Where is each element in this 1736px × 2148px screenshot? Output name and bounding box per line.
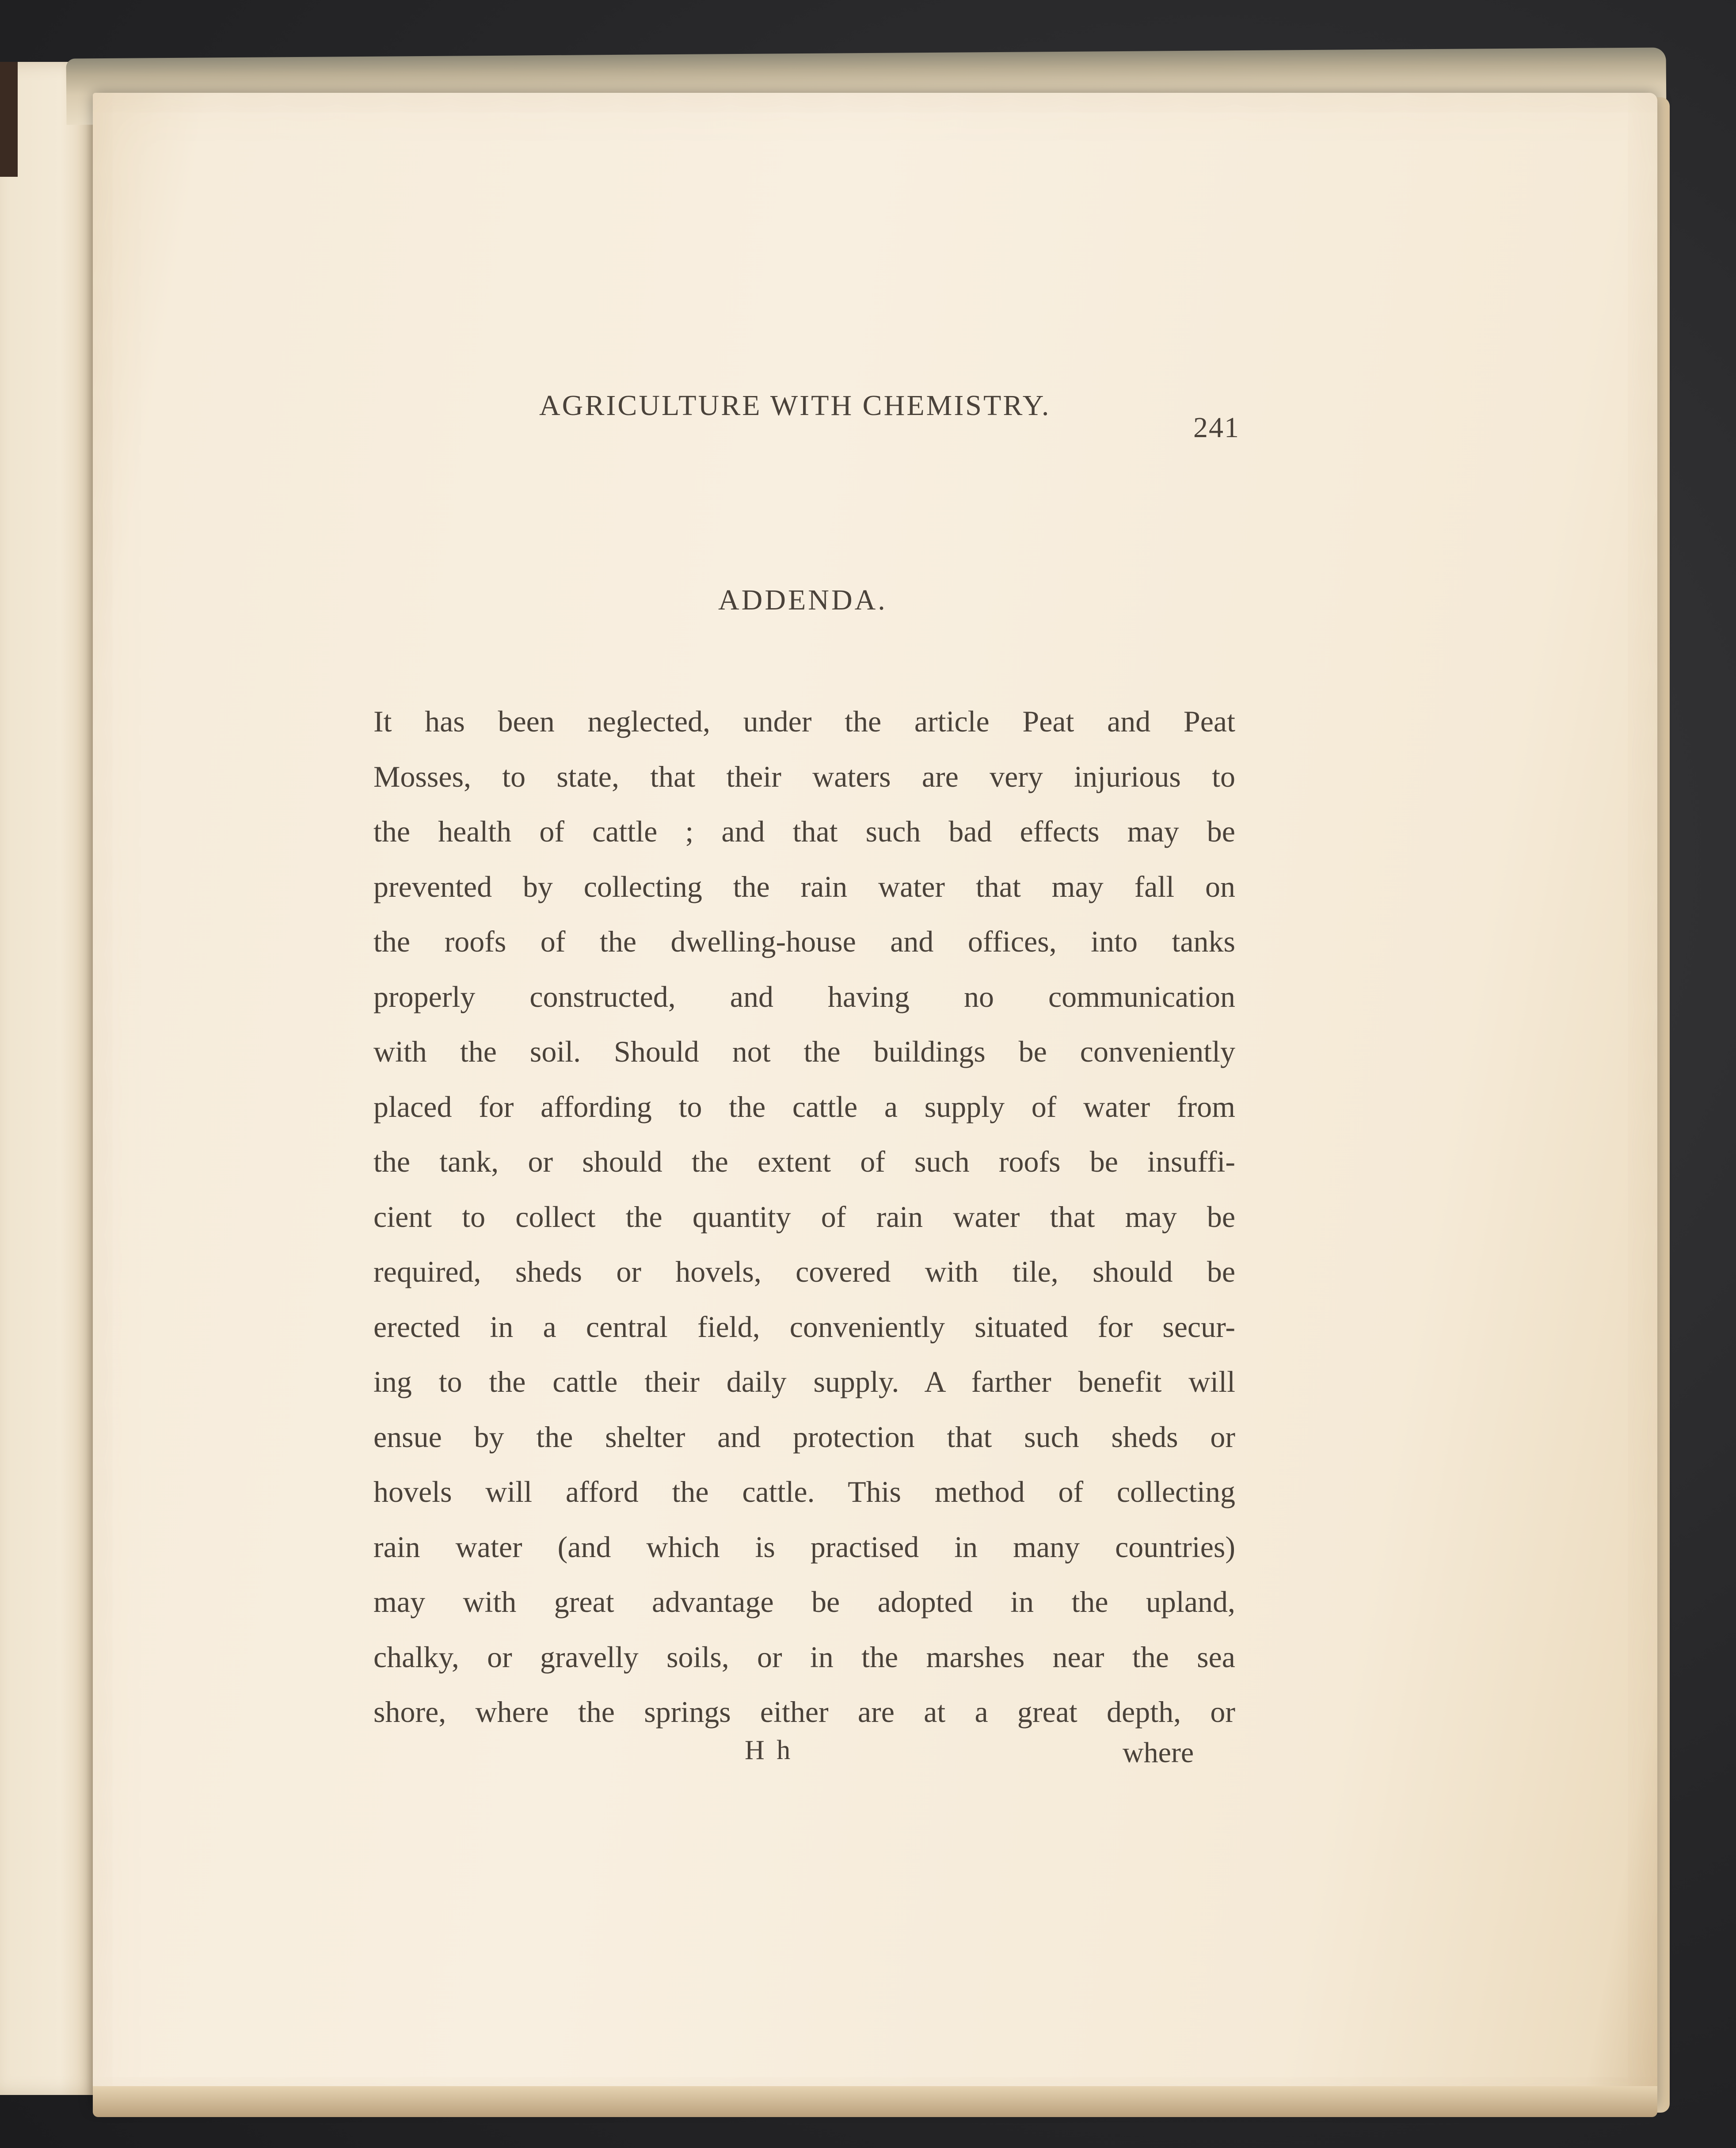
text-line: with the soil. Should not the buildings be conveniently: [373, 1035, 1235, 1068]
text-line: cient to collect the quantity of rain water that may be: [373, 1200, 1235, 1234]
text-line: ing to the cattle their daily supply. A farther benefit will: [373, 1365, 1235, 1398]
previous-page-edge: [0, 62, 104, 2095]
body-text: [373, 694, 1235, 1740]
text-line: the roofs of the dwelling-house and offices, into tanks: [373, 925, 1235, 958]
text-line: prevented by collecting the rain water that may fall on: [373, 869, 1235, 903]
cover-corner: [0, 62, 18, 177]
text-line: Mosses, to state, that their waters are very injurious to: [373, 759, 1235, 793]
section-title: ADDENDA.: [718, 584, 887, 616]
text-line: placed for affording to the cattle a supply of water from: [373, 1089, 1235, 1124]
text-line: shore, where the springs either are at a great depth, or: [373, 1695, 1235, 1729]
catchword: where: [1123, 1737, 1194, 1769]
text-line: hovels will afford the cattle. This method of collecting: [373, 1475, 1235, 1508]
text-line: properly constructed, and having no communication: [373, 979, 1235, 1013]
page-bottom-edge: [93, 2086, 1657, 2117]
text-line: ensue by the shelter and protection that such sheds or: [373, 1420, 1235, 1454]
page-number: 241: [1193, 411, 1240, 444]
signature-mark: H h: [745, 1735, 793, 1765]
text-line: It has been neglected, under the article Peat and Peat: [373, 705, 1235, 738]
text-line: chalky, or gravelly soils, or in the marshes near the sea: [373, 1640, 1235, 1674]
running-head: AGRICULTURE WITH CHEMISTRY.: [539, 389, 1051, 422]
text-line: rain water (and which is practised in many countries): [373, 1530, 1235, 1564]
text-line: may with great advantage be adopted in the upland,: [373, 1585, 1235, 1619]
text-line: the health of cattle ; and that such bad effects may be: [373, 815, 1235, 848]
text-line: erected in a central field, conveniently situated for secur-: [373, 1310, 1235, 1344]
text-line: the tank, or should the extent of such roofs be insuffi-: [373, 1145, 1235, 1178]
text-line: required, sheds or hovels, covered with tile, should be: [373, 1255, 1235, 1288]
